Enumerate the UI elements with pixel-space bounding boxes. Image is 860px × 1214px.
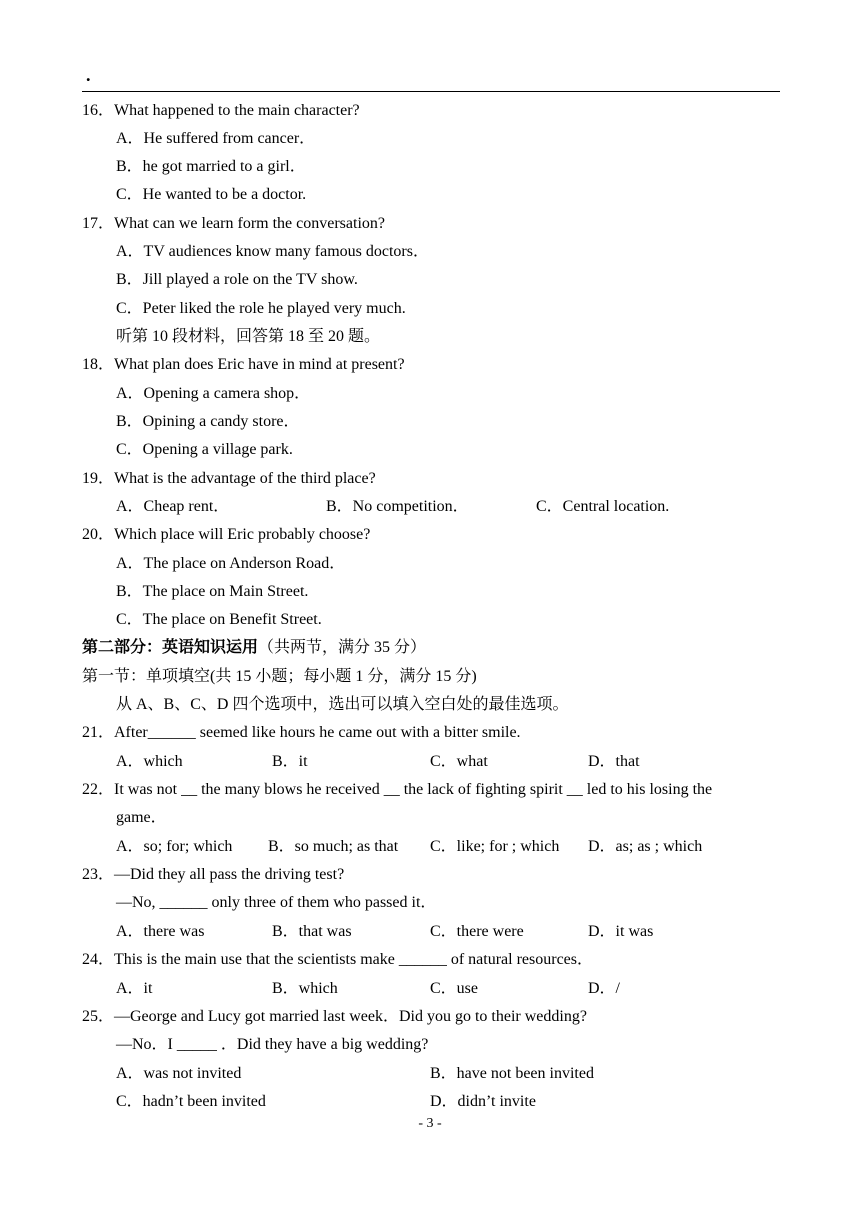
q23-stem-cont: —No, ______ only three of them who passed it．: [116, 894, 437, 911]
q22-option-a: A．so; for; which: [116, 838, 233, 855]
q24-stem: 24．This is the main use that the scientists make ______ of natural resources．: [82, 951, 594, 968]
q20-stem: 20．Which place will Eric probably choose?: [82, 526, 371, 543]
q20-option-a: A．The place on Anderson Road．: [116, 555, 346, 572]
instruction-passage-10: 听第 10 段材料，回答第 18 至 20 题。: [116, 328, 381, 345]
q16-stem: 16．What happened to the main character?: [82, 102, 360, 119]
q22-stem-cont: game．: [116, 809, 167, 826]
q18-option-a: A．Opening a camera shop．: [116, 385, 311, 402]
q17-option-a: A．TV audiences know many famous doctors．: [116, 243, 429, 260]
q22-option-d: D．as; as ; which: [588, 838, 703, 855]
q19-option-a: A．Cheap rent．: [116, 498, 230, 515]
header-mark: .: [86, 65, 91, 85]
section1-title: 第一节：单项填空(共 15 小题；每小题 1 分，满分 15 分): [82, 668, 477, 685]
q24-option-a: A．it: [116, 980, 153, 997]
q18-stem: 18．What plan does Eric have in mind at present?: [82, 356, 405, 373]
part2-heading: [82, 638, 426, 658]
q25-option-d: D．didn’t invite: [430, 1093, 536, 1110]
section1-instruction: 从 A、B、C、D 四个选项中，选出可以填入空白处的最佳选项。: [116, 696, 569, 713]
q16-option-a: A．He suffered from cancer．: [116, 130, 316, 147]
q20-option-c: C．The place on Benefit Street.: [116, 611, 322, 628]
q21-stem: 21．After______ seemed like hours he came out with a bitter smile.: [82, 724, 521, 741]
q25-stem: 25．—George and Lucy got married last week．Did you go to their wedding?: [82, 1008, 587, 1025]
page-number: - 3 -: [418, 1116, 442, 1131]
q23-option-b: B．that was: [272, 923, 352, 940]
q22-stem: 22．It was not __ the many blows he received __ the lack of fighting spirit __ led to his losing the: [82, 781, 713, 798]
q16-option-c: C．He wanted to be a doctor.: [116, 186, 307, 203]
q23-option-a: A．there was: [116, 923, 205, 940]
q23-stem: 23．—Did they all pass the driving test?: [82, 866, 345, 883]
q24-option-c: C．use: [430, 980, 479, 997]
q21-option-b: B．it: [272, 753, 308, 770]
q19-option-c: C．Central location.: [536, 498, 670, 515]
q25-option-a: A．was not invited: [116, 1065, 242, 1082]
q24-option-b: B．which: [272, 980, 338, 997]
q22-option-b: B．so much; as that: [268, 838, 399, 855]
q21-option-c: C．what: [430, 753, 488, 770]
q21-option-d: D．that: [588, 753, 640, 770]
q16-option-b: B．he got married to a girl．: [116, 158, 306, 175]
q24-option-d: D．/: [588, 980, 621, 997]
q18-option-b: B．Opining a candy store．: [116, 413, 300, 430]
q25-option-c: C．hadn’t been invited: [116, 1093, 266, 1110]
q19-stem: 19．What is the advantage of the third place?: [82, 470, 376, 487]
part2-note: （共两节，满分 35 分）: [258, 639, 427, 656]
q17-option-c: C．Peter liked the role he played very much.: [116, 300, 406, 317]
q25-option-b: B．have not been invited: [430, 1065, 594, 1082]
q20-option-b: B．The place on Main Street.: [116, 583, 309, 600]
part2-title: 第二部分：英语知识运用: [82, 639, 259, 656]
q17-stem: 17．What can we learn form the conversation?: [82, 215, 385, 232]
q18-option-c: C．Opening a village park.: [116, 441, 293, 458]
q23-option-c: C．there were: [430, 923, 524, 940]
q19-option-b: B．No competition．: [326, 498, 469, 515]
q25-stem-cont: —No．I _____ ．Did they have a big wedding?: [116, 1036, 429, 1053]
q22-option-c: C．like; for ; which: [430, 838, 560, 855]
q17-option-b: B．Jill played a role on the TV show.: [116, 271, 358, 288]
header-rule: [82, 91, 780, 92]
q23-option-d: D．it was: [588, 923, 654, 940]
q21-option-a: A．which: [116, 753, 183, 770]
